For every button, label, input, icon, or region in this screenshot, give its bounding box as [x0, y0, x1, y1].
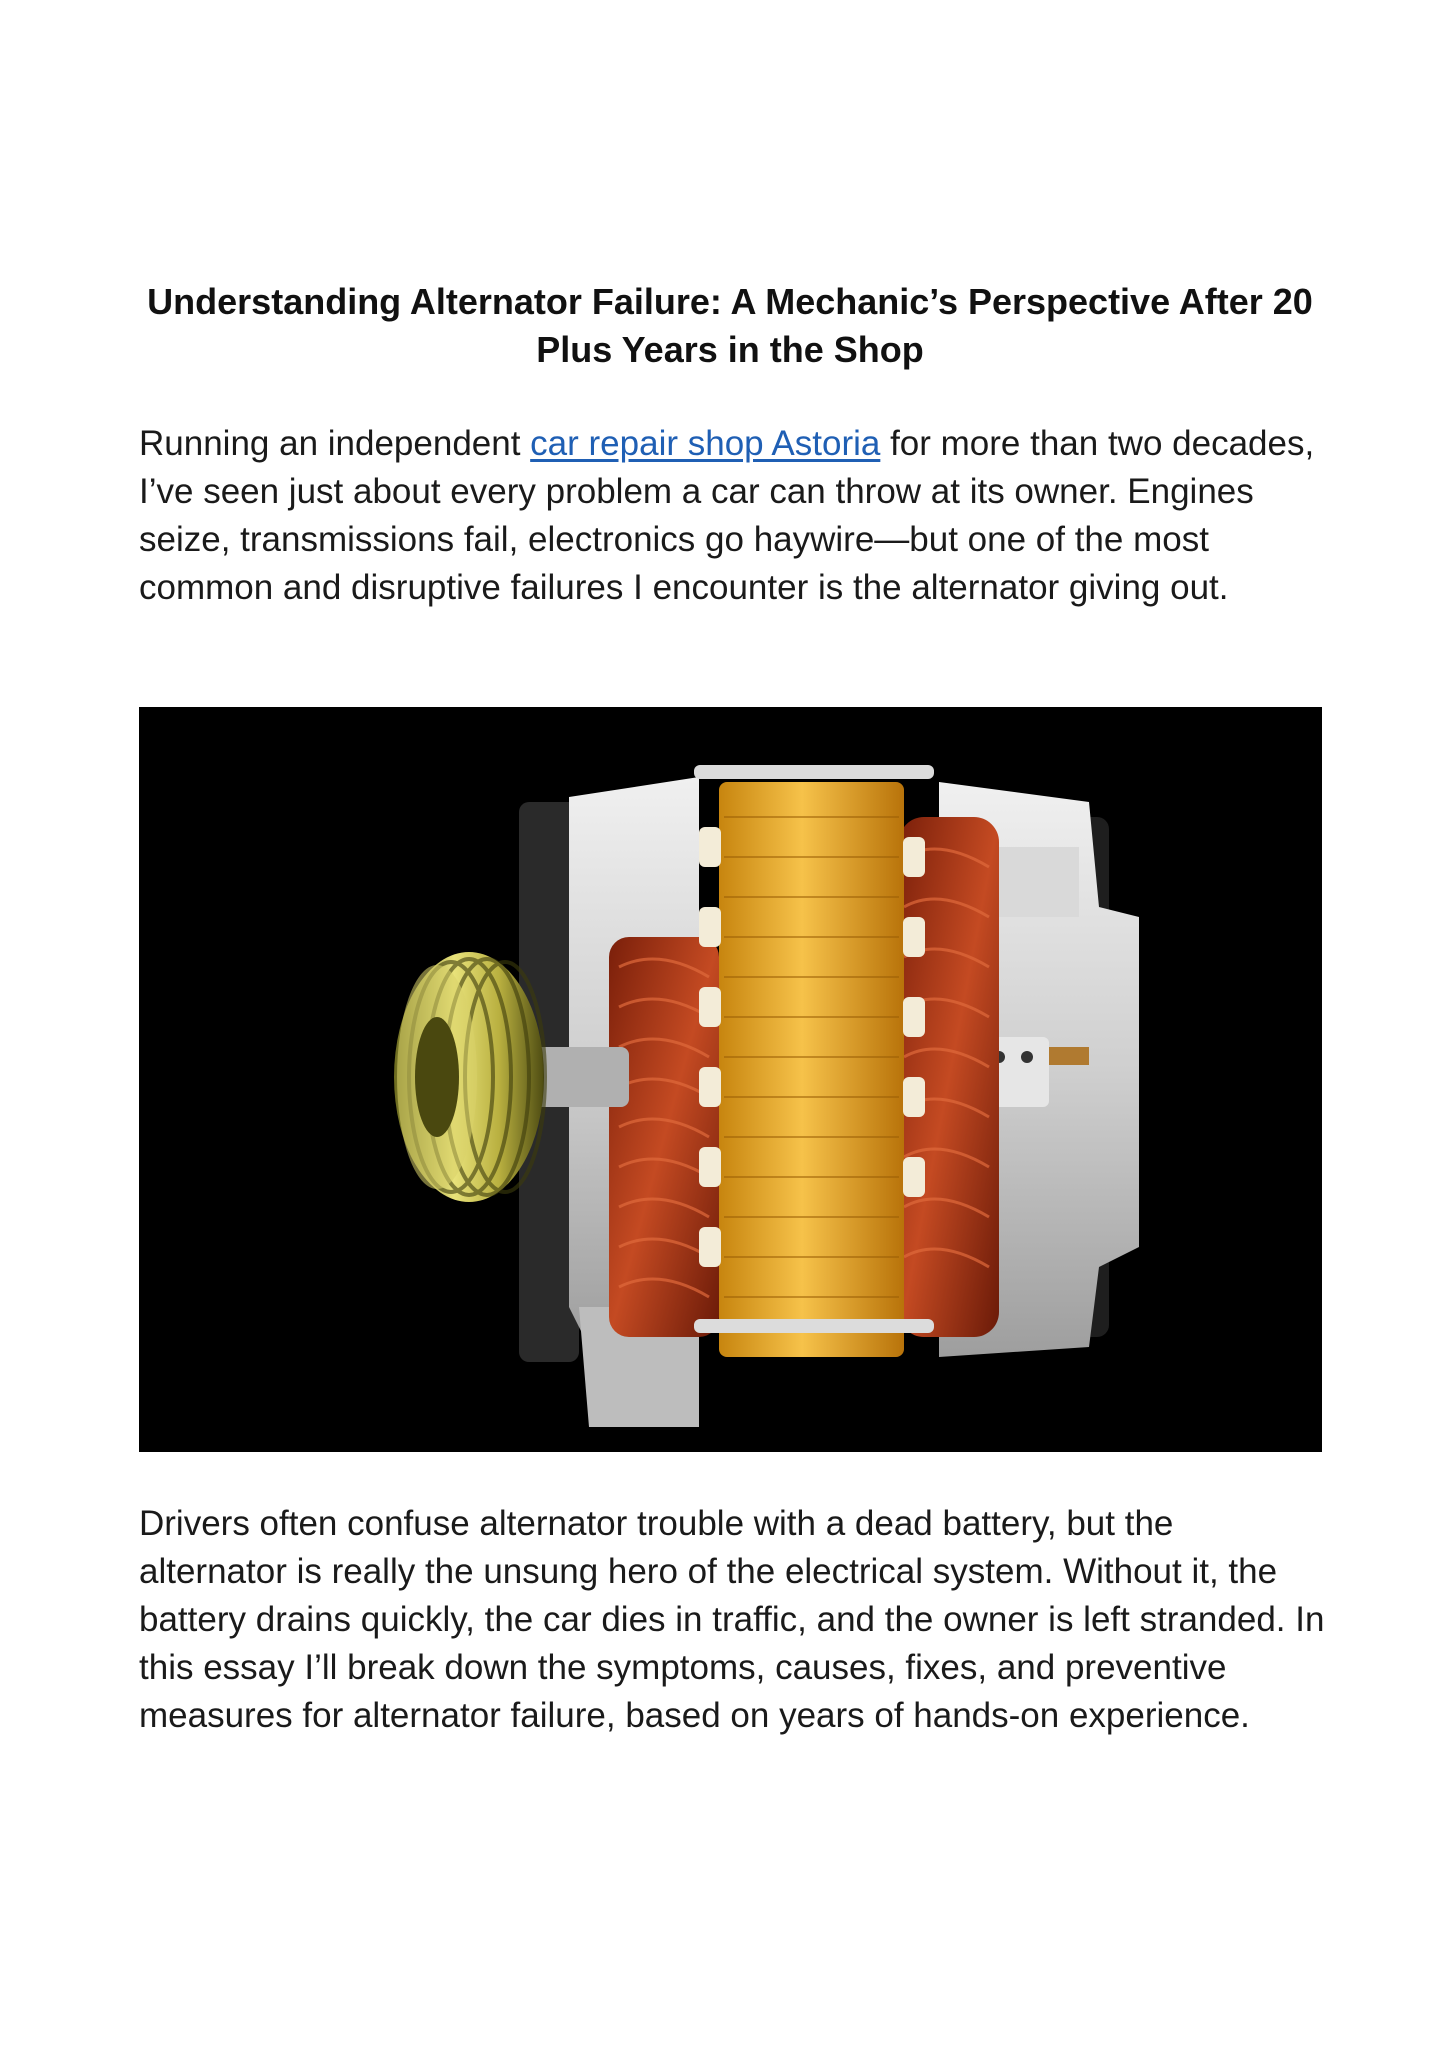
- alternator-image: [139, 707, 1322, 1452]
- document-title: Understanding Alternator Failure: A Mechanic’s Perspective After 20 Plus Years in the Shop: [147, 281, 1313, 370]
- intro-paragraph: [139, 420, 1329, 612]
- intro-text-after-link: for more than two decades, I’ve seen just about every problem a car can throw at its owner. Engines seize, transmissions fail, electronics go haywire—but one of the most common and disruptive failures I encounter is the alternator giving out.: [139, 424, 1315, 607]
- body-paragraph: Drivers often confuse alternator trouble with a dead battery, but the alternator is really the unsung hero of the electrical system. Without it, the battery drains quickly, the car dies in traffic, and the owner is left stranded. In this essay I’ll break down the symptoms, causes, fixes, and preventive measures for alternator failure, based on years of hands-on experience.: [139, 1504, 1325, 1735]
- car-repair-shop-link[interactable]: car repair shop Astoria: [530, 424, 881, 463]
- intro-text-before-link: Running an independent: [139, 424, 531, 463]
